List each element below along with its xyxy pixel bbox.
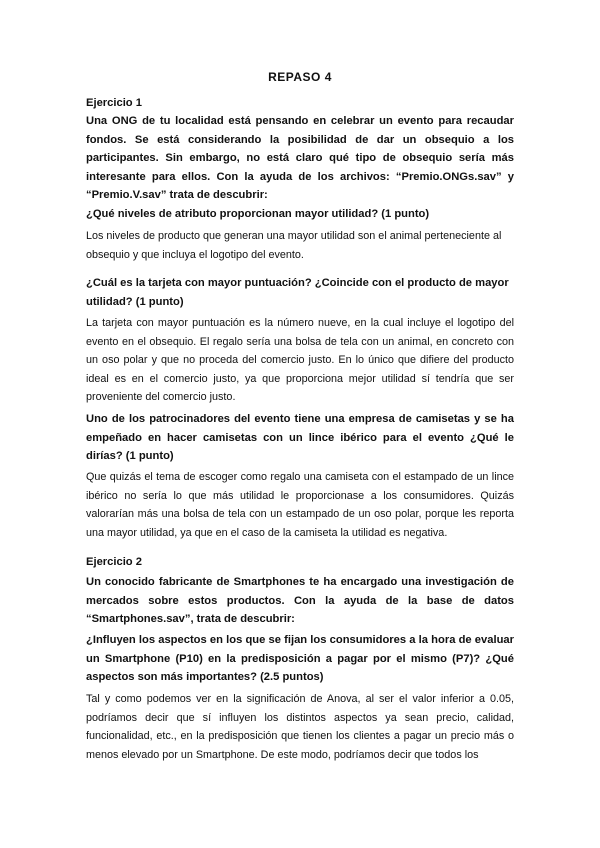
- ejercicio2-intro: Un conocido fabricante de Smartphones te ha encargado una investigación de mercados sobre estos productos. Con la ayuda de la base de datos “Smartphones.sav”, trata de descubrir:: [86, 576, 514, 625]
- ejercicio1-question-3: Uno de los patrocinadores del evento tiene una empresa de camisetas y se ha empeñado en hacer camisetas con un lince ibérico para el evento ¿Qué le dirías? (1 punto): [86, 413, 514, 462]
- ejercicio1-answer-2: La tarjeta con mayor puntuación es la número nueve, en la cual incluye el logotipo del evento en el obsequio. El regalo sería una bolsa de tela con un animal, en concreto con un oso polar y que no proceda del comercio justo. En lo único que difiere del producto ideal es en el comercio justo, ya que proporciona mejor utilidad sí tendría que ser proveniente del comercio justo.: [86, 317, 514, 403]
- page-title: REPASO 4: [268, 70, 332, 84]
- ejercicio1-answer-3: Que quizás el tema de escoger como regalo una camiseta con el estampado de un lince ibérico no sería lo que más utilidad le proporcionase a los consumidores. Quizás valorarían más una bolsa de tela con un estampado de un oso polar, porque les reporta una mayor utilidad, ya que en el caso de la camiseta la utilidad es negativa.: [86, 471, 514, 539]
- ejercicio2-question-1: ¿Influyen los aspectos en los que se fijan los consumidores a la hora de evaluar un Smartphone (P10) en la predisposición a pagar por el mismo (P7)? ¿Qué aspectos son más importantes? (2.5 puntos): [86, 634, 514, 683]
- ejercicio1-question-2: ¿Cuál es la tarjeta con mayor puntuación? ¿Coincide con el producto de mayor utilidad? (1 punto): [86, 277, 509, 308]
- ejercicio2-heading: Ejercicio 2: [86, 556, 142, 568]
- ejercicio1-answer-1: Los niveles de producto que generan una mayor utilidad son el animal perteneciente al obsequio y que incluya el logotipo del evento.: [86, 230, 502, 261]
- ejercicio1-intro: Una ONG de tu localidad está pensando en celebrar un evento para recaudar fondos. Se está considerando la posibilidad de dar un obsequio a los participantes. Sin embargo, no está claro qué tipo de obsequio sería más interesante para ellos. Con la ayuda de los archivos: “Premio.ONGs.sav” y “Premio.V.sav” trata de descubrir:: [86, 115, 514, 201]
- ejercicio1-heading: Ejercicio 1: [86, 97, 142, 109]
- ejercicio1-question-1: ¿Qué niveles de atributo proporcionan mayor utilidad? (1 punto): [86, 208, 430, 220]
- ejercicio2-answer-1: Tal y como podemos ver en la significación de Anova, al ser el valor inferior a 0.05, podríamos decir que sí influyen los distintos aspectos ya sean precio, calidad, funcionalidad, etc., en la predisposición que tienen los clientes a pagar un precio más o menos elevado por un Smartphone. De este modo, podríamos decir que todos los: [86, 693, 514, 761]
